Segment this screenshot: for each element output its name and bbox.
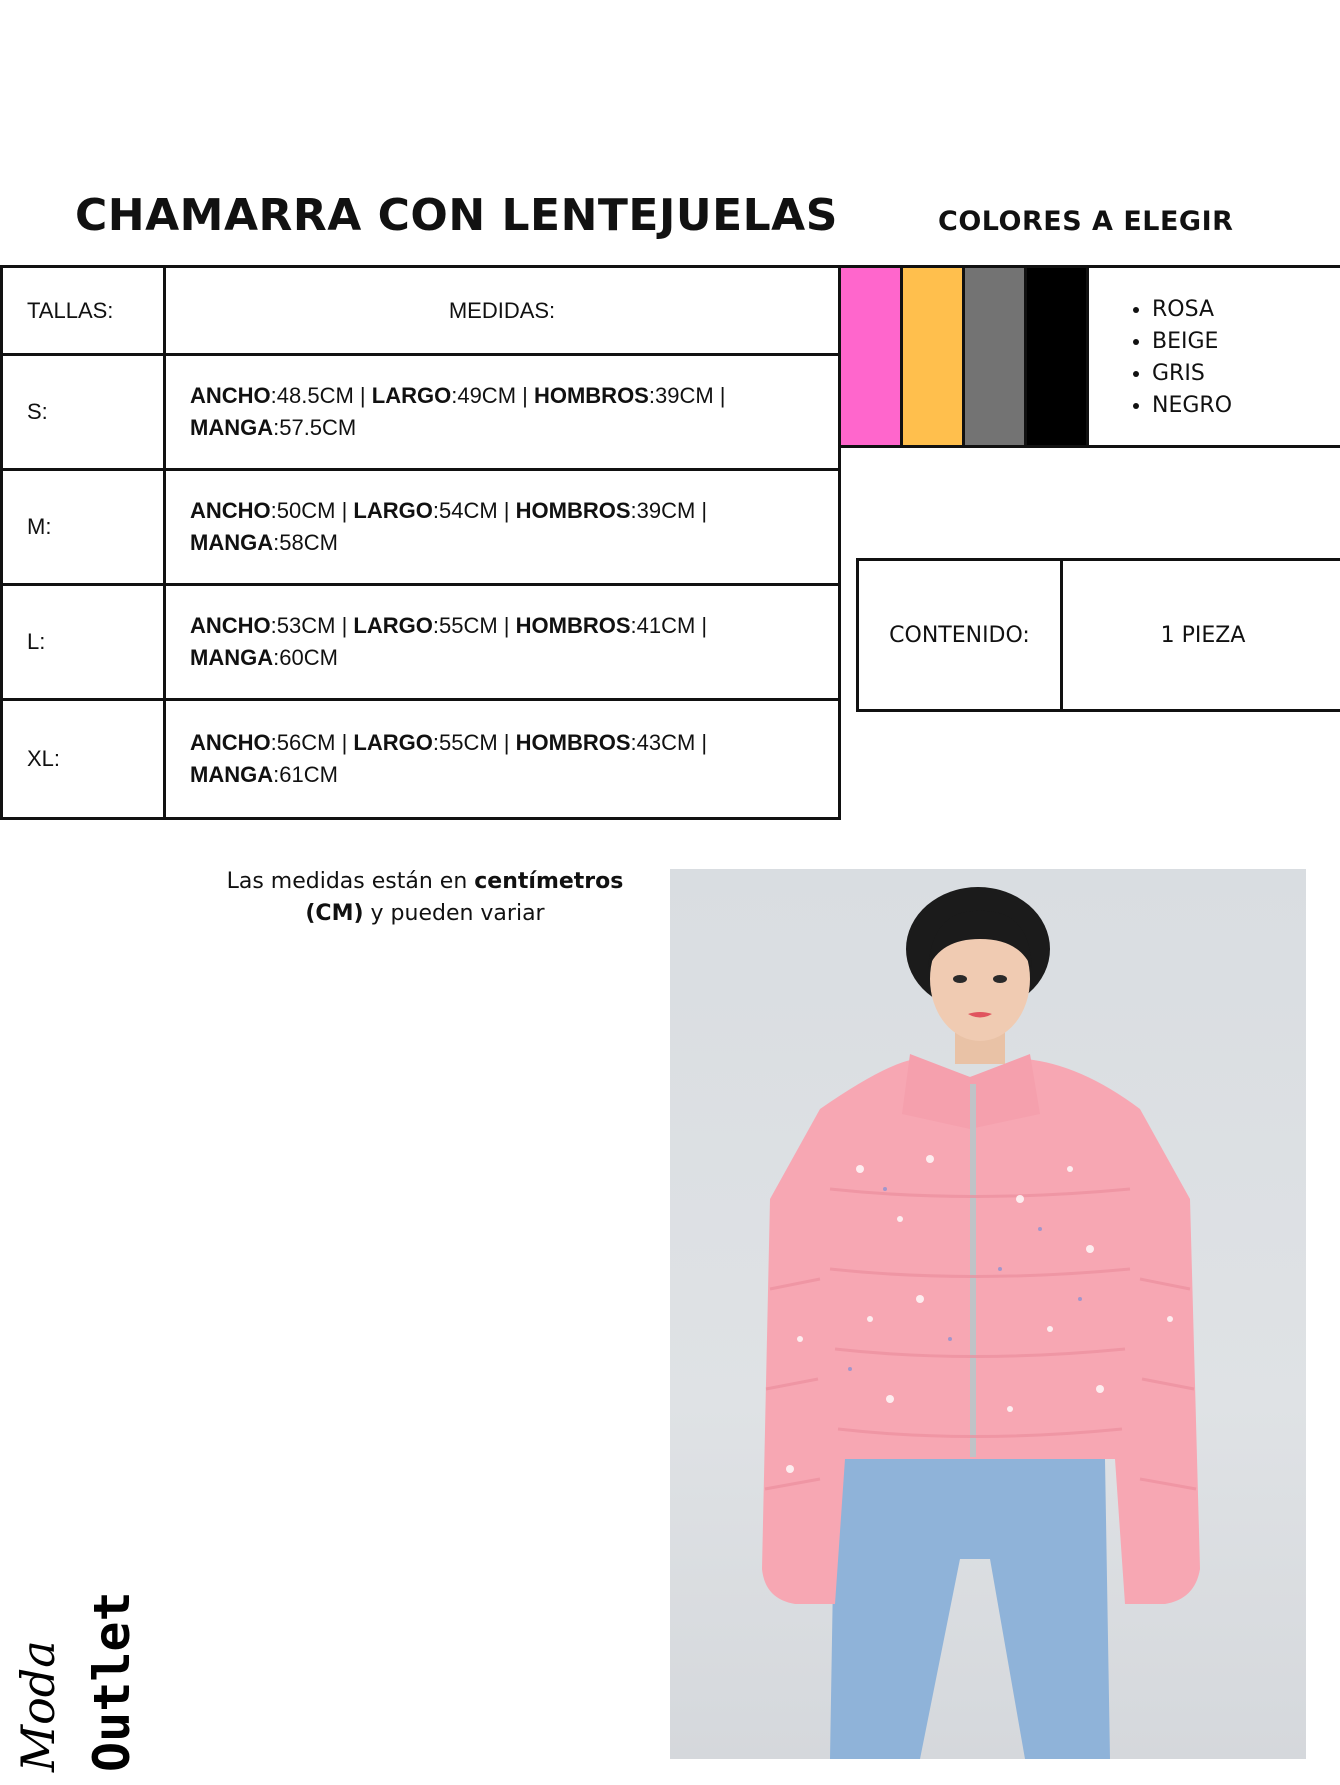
label-ancho: ANCHO — [190, 730, 271, 755]
size-label: L: — [2, 585, 165, 700]
value-manga: :57.5CM — [273, 415, 357, 440]
measurements-cell — [165, 355, 840, 470]
table-row — [2, 585, 840, 700]
value-hombros: :43CM | — [630, 730, 708, 755]
measurements-cell — [165, 470, 840, 585]
label-largo: LARGO — [353, 613, 433, 638]
swatch-gris — [965, 268, 1027, 445]
value-hombros: :41CM | — [630, 613, 708, 638]
colors-title: COLORES A ELEGIR — [938, 206, 1234, 237]
value-ancho: :50CM | — [270, 498, 354, 523]
label-ancho: ANCHO — [190, 498, 271, 523]
measurements-cell — [165, 700, 840, 819]
label-hombros: HOMBROS — [533, 383, 649, 408]
content-label: CONTENIDO: — [858, 560, 1062, 711]
size-table — [0, 265, 841, 820]
label-largo: LARGO — [353, 730, 433, 755]
swatch-beige — [903, 268, 965, 445]
table-row — [2, 700, 840, 819]
note-bold-abbrev: (CM) — [305, 901, 364, 926]
label-largo: LARGO — [371, 383, 452, 408]
moda-outlet-logo — [14, 1560, 144, 1780]
size-label: M: — [2, 470, 165, 585]
table-row — [2, 470, 840, 585]
label-hombros: HOMBROS — [515, 613, 631, 638]
page-title: CHAMARRA CON LENTEJUELAS — [75, 190, 838, 241]
color-swatches-panel — [841, 265, 1340, 448]
content-value: 1 PIEZA — [1062, 560, 1340, 711]
size-table-header — [2, 267, 840, 355]
value-largo: :55CM | — [432, 730, 516, 755]
value-ancho: :56CM | — [270, 730, 354, 755]
label-hombros: HOMBROS — [515, 730, 631, 755]
note-text-end: y pueden variar — [363, 901, 545, 926]
svg-text:Moda: Moda — [14, 1640, 65, 1772]
value-largo: :49CM | — [451, 383, 534, 408]
value-hombros: :39CM | — [630, 498, 708, 523]
color-name: • BEIGE — [1152, 326, 1232, 358]
value-largo: :54CM | — [432, 498, 516, 523]
content-table — [856, 558, 1340, 712]
swatch-negro — [1027, 268, 1089, 445]
swatch-rosa — [841, 268, 903, 445]
value-manga: :60CM — [273, 645, 338, 670]
logo-mark — [14, 1560, 144, 1780]
note-bold-unit: centímetros — [474, 869, 624, 894]
color-names-list — [1089, 268, 1232, 445]
size-label: XL: — [2, 700, 165, 819]
label-manga: MANGA — [190, 762, 274, 787]
header-tallas: TALLAS: — [2, 267, 165, 355]
value-manga: :58CM — [273, 530, 338, 555]
measurements-cell — [165, 585, 840, 700]
table-row — [2, 355, 840, 470]
note-text: Las medidas están en — [226, 869, 475, 894]
color-name: • ROSA — [1152, 294, 1232, 326]
value-ancho: :48.5CM | — [270, 383, 372, 408]
value-manga: :61CM — [273, 762, 338, 787]
label-ancho: ANCHO — [190, 613, 271, 638]
label-hombros: HOMBROS — [515, 498, 631, 523]
product-photo — [670, 869, 1306, 1759]
model-illustration — [670, 869, 1306, 1759]
label-manga: MANGA — [190, 415, 274, 440]
value-largo: :55CM | — [432, 613, 516, 638]
color-name: • GRIS — [1152, 358, 1232, 390]
label-manga: MANGA — [190, 645, 274, 670]
label-manga: MANGA — [190, 530, 274, 555]
label-ancho: ANCHO — [190, 383, 271, 408]
header-medidas: MEDIDAS: — [165, 267, 840, 355]
value-hombros: :39CM | — [648, 383, 726, 408]
measurement-note — [215, 866, 635, 930]
svg-text:Outlet: Outlet — [83, 1591, 141, 1772]
label-largo: LARGO — [353, 498, 433, 523]
size-label: S: — [2, 355, 165, 470]
value-ancho: :53CM | — [270, 613, 354, 638]
color-name: • NEGRO — [1152, 390, 1232, 422]
